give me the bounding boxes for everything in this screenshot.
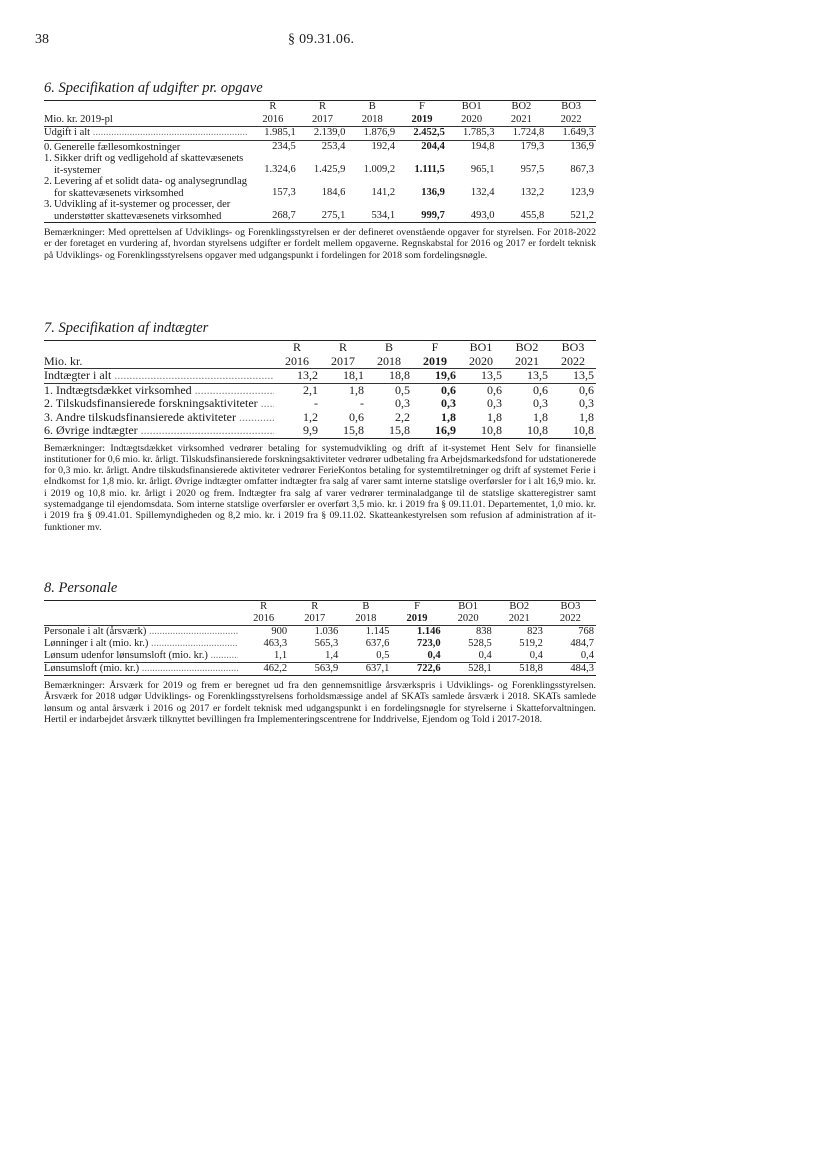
section-8-title: 8. Personale bbox=[44, 580, 118, 596]
cell: 528,1 bbox=[468, 663, 492, 674]
cell: 2,1 bbox=[303, 382, 318, 397]
cell: 1.146 bbox=[416, 626, 441, 637]
cell: 1.324,6 bbox=[264, 163, 296, 175]
cell: 1.724,8 bbox=[512, 127, 545, 138]
table-row bbox=[44, 397, 596, 411]
cell: 1,1 bbox=[274, 650, 288, 661]
header-year-row bbox=[44, 114, 596, 127]
year-label: 2016 bbox=[253, 613, 275, 624]
cell: 484,3 bbox=[570, 663, 594, 674]
cell: 1,8 bbox=[349, 382, 364, 397]
table-row bbox=[44, 626, 596, 639]
year-label: 2019 bbox=[411, 113, 433, 125]
cell: 192,4 bbox=[371, 140, 396, 152]
unit-label: Mio. kr. 2019-pl bbox=[44, 113, 113, 125]
cell: 1,8 bbox=[441, 409, 456, 424]
cell: 2,2 bbox=[395, 409, 410, 424]
cell: 957,5 bbox=[520, 163, 545, 175]
cell: 204,4 bbox=[421, 140, 445, 152]
row-label: 1. Indtægtsdækket virksomhed ..... bbox=[44, 383, 274, 397]
year-status: BO3 bbox=[560, 601, 581, 612]
header-status-row bbox=[44, 601, 596, 614]
cell: 900 bbox=[271, 626, 288, 637]
section-6-title: 6. Specifikation af udgifter pr. opgave bbox=[44, 80, 263, 96]
cell: 528,5 bbox=[468, 638, 492, 649]
row-label: 3. Andre tilskudsfinansierede aktiviteter ..... bbox=[44, 411, 274, 425]
cell: 15,8 bbox=[389, 423, 410, 437]
cell: 132,4 bbox=[470, 186, 495, 198]
year-status: BO1 bbox=[469, 340, 493, 354]
total-row bbox=[44, 663, 596, 676]
year-label: 2020 bbox=[457, 613, 479, 624]
year-status: BO2 bbox=[515, 340, 539, 354]
cell: 565,3 bbox=[314, 638, 339, 649]
year-label: 2022 bbox=[560, 113, 582, 125]
cell: 1.985,1 bbox=[264, 127, 296, 138]
cell: 184,6 bbox=[321, 186, 346, 198]
table-row bbox=[44, 140, 596, 153]
cell: 0,4 bbox=[478, 650, 492, 661]
table-row bbox=[44, 638, 596, 650]
row-number: 1. bbox=[44, 153, 52, 164]
year-status: R bbox=[311, 601, 319, 612]
row-label: 6. Øvrige indtægter ..... bbox=[44, 424, 274, 438]
cell: 13,5 bbox=[481, 368, 502, 382]
section-7-table bbox=[44, 340, 596, 439]
cell: 1,2 bbox=[303, 409, 318, 424]
row-number: 2. bbox=[44, 176, 52, 187]
table-row bbox=[44, 153, 596, 176]
row-number: 3. bbox=[44, 199, 52, 210]
cell: 15,8 bbox=[343, 423, 364, 437]
cell: 637,1 bbox=[365, 663, 390, 674]
cell: 16,9 bbox=[435, 423, 456, 437]
cell: 0,6 bbox=[533, 382, 548, 397]
cell: 123,9 bbox=[570, 186, 594, 198]
unit-label: Mio. kr. bbox=[44, 353, 83, 368]
total-row bbox=[44, 369, 596, 384]
cell: 1.785,3 bbox=[463, 127, 495, 138]
section-7-income bbox=[44, 320, 596, 533]
year-status: R bbox=[269, 101, 277, 112]
cell: 455,8 bbox=[520, 209, 545, 221]
header-year-row bbox=[44, 613, 596, 626]
row-label: Personale i alt (årsværk) ..... bbox=[44, 626, 238, 639]
year-label: 2018 bbox=[361, 113, 383, 125]
row-label: Generelle fællesomkostninger bbox=[54, 141, 181, 153]
table-row bbox=[44, 176, 596, 199]
table-row bbox=[44, 411, 596, 425]
total-row bbox=[44, 127, 596, 141]
cell: 838 bbox=[475, 626, 492, 637]
cell: 13,2 bbox=[297, 368, 318, 382]
cell: 2.139,0 bbox=[313, 127, 346, 138]
cell: 0,5 bbox=[376, 650, 390, 661]
cell: 1.145 bbox=[365, 626, 390, 637]
year-label: 2022 bbox=[561, 353, 585, 368]
cell: 722,6 bbox=[416, 663, 441, 674]
year-label: 2017 bbox=[331, 353, 355, 368]
year-status: F bbox=[414, 601, 420, 612]
row-label: Lønsumsloft (mio. kr.) ..... bbox=[44, 663, 238, 676]
cell: 19,6 bbox=[435, 368, 456, 382]
row-label: Udgift i alt ..... bbox=[44, 127, 248, 141]
cell: 999,7 bbox=[421, 209, 445, 221]
cell: 0,6 bbox=[441, 382, 456, 397]
section-6-note: Bemærkninger: Med oprettelsen af Udviklings- og Forenklingsstyrelsen er der defineret ovenstående opgaver for styrelsen. For 2018-2022 er der foretaget en vurdering af, hvordan styrelsens udgifter er fordelt mellem opgaverne. Regnskabstal for 2016 og 2017 er fordelt teknisk på Udviklings- og Forenklingsstyrelsens opgaver med udgangspunkt i fordelingen for 2018 som fordelingsnøgle. bbox=[44, 227, 596, 261]
cell: 768 bbox=[578, 626, 594, 637]
year-status: F bbox=[419, 101, 425, 112]
cell: 136,9 bbox=[421, 186, 445, 198]
cell: 462,2 bbox=[263, 663, 288, 674]
year-status: BO1 bbox=[461, 101, 482, 112]
year-label: 2017 bbox=[304, 613, 326, 624]
cell: 10,8 bbox=[573, 423, 594, 437]
row-number: 0. bbox=[44, 141, 52, 153]
cell: 1,8 bbox=[533, 409, 548, 424]
cell: 268,7 bbox=[272, 209, 296, 221]
row-label: Lønsum udenfor lønsumsloft (mio. kr.) ..... bbox=[44, 650, 238, 663]
row-label: Sikker drift og vedligehold af skattevæsenets it-systemer bbox=[54, 153, 244, 176]
cell: 1.111,5 bbox=[414, 163, 445, 175]
cell: 132,2 bbox=[520, 186, 545, 198]
cell: 18,1 bbox=[343, 368, 364, 382]
cell: - bbox=[360, 396, 364, 410]
year-status: R bbox=[319, 101, 327, 112]
cell: 1.876,9 bbox=[363, 127, 396, 138]
row-label: 2. Tilskudsfinansierede forskningsaktiviteter ..... bbox=[44, 397, 274, 411]
cell: 0,3 bbox=[487, 396, 502, 410]
cell: 0,3 bbox=[395, 396, 410, 410]
row-label: Lønninger i alt (mio. kr.) ..... bbox=[44, 638, 238, 650]
section-8-personnel bbox=[44, 580, 596, 725]
cell: 10,8 bbox=[527, 423, 548, 437]
year-label: 2021 bbox=[510, 113, 532, 125]
table-row bbox=[44, 199, 596, 223]
year-label: 2019 bbox=[423, 353, 447, 368]
cell: 0,4 bbox=[427, 650, 441, 661]
cell: - bbox=[314, 396, 318, 410]
cell: 136,9 bbox=[570, 140, 594, 152]
table-row bbox=[44, 650, 596, 663]
cell: 275,1 bbox=[321, 209, 346, 221]
header-year-row bbox=[44, 355, 596, 369]
cell: 723,0 bbox=[416, 638, 441, 649]
cell: 9,9 bbox=[303, 423, 318, 437]
cell: 518,8 bbox=[519, 663, 543, 674]
cell: 194,8 bbox=[470, 140, 495, 152]
year-label: 2017 bbox=[312, 113, 334, 125]
header-status-row bbox=[44, 101, 596, 114]
cell: 463,3 bbox=[263, 638, 288, 649]
year-status: R bbox=[338, 340, 347, 354]
table-row bbox=[44, 424, 596, 438]
section-8-note: Bemærkninger: Årsværk for 2019 og frem er beregnet ud fra den gennemsnitlige årsværkspris i Udviklings- og Forenklingsstyrelsen. Årsværk for 2018 udgør Udviklings- og Forenklingsstyrelsens forholdsmæssige andel af SKATs samlede årsværk i 2018. SKATs samlede lønsum og antal årsværk i 2016 og 2017 er fordelt teknisk med udgangspunkt i en fordelingsnøgle for styrelserne i Skatteforvaltningen. Hertil er indarbejdet årsværk tilknyttet bevillingen fra Implementeringscentrene for Inddrivelse, Ejendom og Told i 2017-2018. bbox=[44, 680, 596, 725]
cell: 534,1 bbox=[371, 209, 396, 221]
cell: 1.009,2 bbox=[363, 163, 396, 175]
cell: 637,6 bbox=[365, 638, 390, 649]
page-number: 38 bbox=[35, 32, 49, 47]
section-7-title: 7. Specifikation af indtægter bbox=[44, 320, 209, 336]
year-label: 2016 bbox=[285, 353, 309, 368]
cell: 1.649,3 bbox=[562, 127, 594, 138]
year-label: 2022 bbox=[559, 613, 581, 624]
cell: 0,5 bbox=[395, 382, 410, 397]
cell: 141,2 bbox=[371, 186, 396, 198]
cell: 0,4 bbox=[529, 650, 543, 661]
year-status: R bbox=[260, 601, 268, 612]
cell: 13,5 bbox=[573, 368, 594, 382]
cell: 0,6 bbox=[579, 382, 594, 397]
cell: 179,3 bbox=[520, 140, 545, 152]
cell: 493,0 bbox=[470, 209, 495, 221]
year-status: B bbox=[362, 601, 370, 612]
cell: 965,1 bbox=[470, 163, 495, 175]
section-7-note: Bemærkninger: Indtægtsdækket virksomhed vedrører betaling for systemudvikling og drift af it-systemet Hent Selv for finansielle institutioner for 0,6 mio. kr. årligt. Tilskudsfinansierede forskningsaktiviteter vedrører udbetaling fra Arbejdsmarkedsfond for udstationerede for 0,3 mio. kr. årligt. Andre tilskudsfinansierede aktiviteter vedrører FerieKontos betaling for systemtilretninger og drift af systemet Ferie i eIndkomst for 1,8 mio. kr. årligt. Øvrige indtægter omfatter indtægter fra salg af varer samt interne statslige overførsler for i alt 16,9 mio. kr. i 2019 og 10,8 mio. kr. årligt i 2020 og frem. Indtægter fra salg af varer vedrører terminaladgange til de statslige skatteregistrer samt systemadgange til ejendomsdata. Som interne statslige overførsler er overført 3,5 mio. kr. i 2019 fra § 09.11.01. Departementet, 1,0 mio. kr. i 2019 fra § 09.41.01. Spillemyndigheden og 8,2 mio. kr. i 2019 fra § 09.11.02. Skatteankestyrelsen som refusion af administration af it-funktioner mv. bbox=[44, 442, 596, 533]
year-label: 2020 bbox=[469, 353, 493, 368]
cell: 10,8 bbox=[481, 423, 502, 437]
year-label: 2016 bbox=[262, 113, 284, 125]
cell: 1,4 bbox=[325, 650, 339, 661]
cell: 1.425,9 bbox=[313, 163, 346, 175]
cell: 234,5 bbox=[272, 140, 296, 152]
year-status: B bbox=[384, 340, 393, 354]
cell: 0,3 bbox=[579, 396, 594, 410]
row-label: Udvikling af it-systemer og processer, der understøtter skattevæsenets virksomhed bbox=[54, 199, 231, 222]
cell: 0,6 bbox=[487, 382, 502, 397]
year-label: 2019 bbox=[406, 613, 428, 624]
cell: 484,7 bbox=[570, 638, 594, 649]
cell: 867,3 bbox=[570, 163, 594, 175]
year-label: 2020 bbox=[461, 113, 483, 125]
section-8-table bbox=[44, 600, 596, 676]
year-label: 2021 bbox=[515, 353, 539, 368]
cell: 2.452,5 bbox=[413, 127, 445, 138]
cell: 0,3 bbox=[441, 396, 456, 410]
cell: 0,4 bbox=[580, 650, 594, 661]
cell: 157,3 bbox=[272, 186, 296, 198]
cell: 253,4 bbox=[321, 140, 346, 152]
cell: 519,2 bbox=[519, 638, 543, 649]
cell: 1,8 bbox=[487, 409, 502, 424]
year-status: F bbox=[431, 340, 439, 354]
year-status: BO1 bbox=[458, 601, 479, 612]
section-6-table bbox=[44, 100, 596, 223]
year-status: BO3 bbox=[561, 340, 585, 354]
cell: 1.036 bbox=[314, 626, 339, 637]
section-6-expenditure-by-task bbox=[44, 80, 596, 261]
year-label: 2021 bbox=[508, 613, 530, 624]
year-label: 2018 bbox=[377, 353, 401, 368]
year-label: 2018 bbox=[355, 613, 377, 624]
cell: 18,8 bbox=[389, 368, 410, 382]
cell: 0,6 bbox=[349, 409, 364, 424]
cell: 0,3 bbox=[533, 396, 548, 410]
year-status: B bbox=[368, 101, 376, 112]
header-status-row bbox=[44, 341, 596, 355]
year-status: BO2 bbox=[509, 601, 530, 612]
cell: 1,8 bbox=[579, 409, 594, 424]
row-label: Indtægter i alt ..... bbox=[44, 369, 274, 384]
cell: 563,9 bbox=[314, 663, 339, 674]
section-reference: § 09.31.06. bbox=[288, 32, 355, 47]
year-status: R bbox=[292, 340, 301, 354]
year-status: BO3 bbox=[561, 101, 582, 112]
cell: 521,2 bbox=[570, 209, 594, 221]
table-row bbox=[44, 383, 596, 397]
row-label: Levering af et solidt data- og analysegrundlag for skattevæsenets virksomhed bbox=[54, 176, 248, 199]
cell: 13,5 bbox=[527, 368, 548, 382]
year-status: BO2 bbox=[511, 101, 532, 112]
cell: 823 bbox=[527, 626, 543, 637]
